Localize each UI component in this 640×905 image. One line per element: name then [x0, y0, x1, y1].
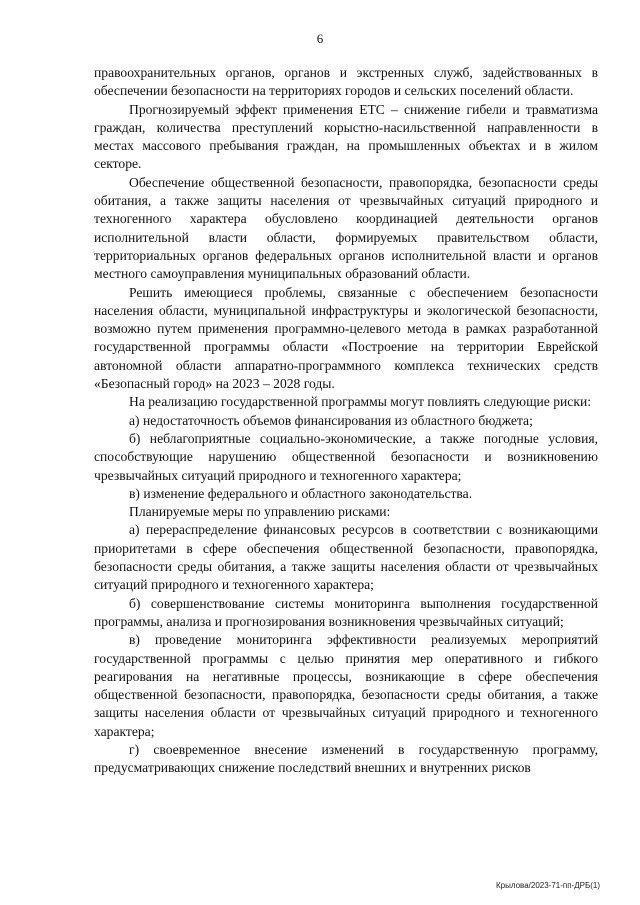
- risk-item-a: а) недостаточность объемов финансирования из областного бюджета;: [129, 412, 533, 428]
- page-number: 6: [316, 31, 324, 46]
- paragraph-measures-intro: Планируемые меры по управлению рисками:: [129, 504, 391, 520]
- paragraph-continuation: правоохранительных органов, органов и экстренных служб, задействованных в обеспечении безопасности на территориях городов и сельских поселений области.: [94, 65, 598, 99]
- paragraph-expected-effect: Прогнозируемый эффект применения ЕТС – снижение гибели и травматизма граждан, количества преступлений корыстно-насильственной направленности в местах массового пребывания граждан, на промышленных объектах и в жилом секторе.: [94, 101, 598, 172]
- paragraph-program-method: Решить имеющиеся проблемы, связанные с обеспечением безопасности населения области, муниципальной инфраструктуры и экологической безопасности, возможно путем применения программно-целевого метода в рамках разработанной государственной программы области «Построение на территории Еврейской автономной области аппаратно-программного комплекса технических средств «Безопасный город» на 2023 – 2028 годы.: [94, 284, 598, 392]
- paragraph-coordination: Обеспечение общественной безопасности, правопорядка, безопасности среды обитания, а также защиты населения от чрезвычайных ситуаций природного и техногенного характера обусловлено координацией деятельности органов исполнительной власти области, формируемых правительством области, территориальных органов федеральных органов исполнительной власти и органов местного самоуправления муниципальных образований области.: [94, 174, 598, 282]
- measure-item-g: г) своевременное внесение изменений в государственную программу, предусматривающих снижение последствий внешних и внутренних рисков: [94, 741, 598, 776]
- risk-item-b: б) неблагоприятные социально-экономические, а также погодные условия, способствующие нарушению общественной безопасности и возникновению чрезвычайных ситуаций природного и техногенного характера;: [94, 430, 598, 483]
- measure-item-b: б) совершенствование системы мониторинга выполнения государственной программы, анализа и прогнозирования возникновения чрезвычайных ситуаций;: [94, 595, 598, 629]
- body-text: [94, 64, 598, 778]
- measure-item-v: в) проведение мониторинга эффективности реализуемых мероприятий государственной программы с целью принятия мер оперативного и гибкого реагирования на негативные процессы, возникающие в сфере обеспечения общественной безопасности, правопорядка, безопасности среды обитания, а также защиты населения области от чрезвычайных ситуаций природного и техногенного характера;: [94, 632, 598, 739]
- measure-item-a: а) перераспределение финансовых ресурсов в соответствии с возникающими приоритетами в сфере обеспечения общественной безопасности, правопорядка, безопасности среды обитания, а также защиты населения области от чрезвычайных ситуаций природного и техногенного характера;: [94, 522, 598, 593]
- paragraph-risks-intro: На реализацию государственной программы могут повлиять следующие риски:: [129, 394, 592, 410]
- footer-document-code: Крылова/2023-71-пп-ДРБ(1): [495, 881, 600, 890]
- risk-item-v: в) изменение федерального и областного законодательства.: [129, 485, 473, 501]
